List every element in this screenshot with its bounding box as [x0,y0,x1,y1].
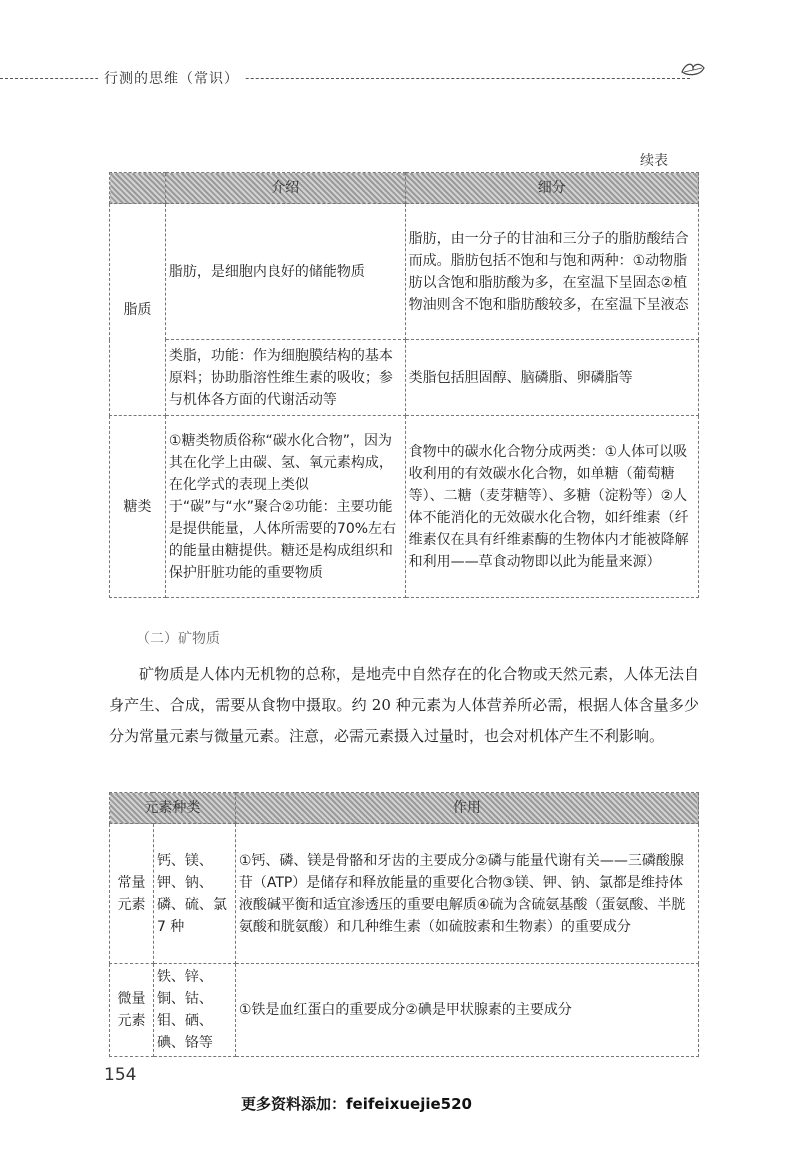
cell-fat-detail: 脂肪，由一分子的甘油和三分子的脂肪酸结合而成。脂肪包括不饱和与饱和两种：①动物脂肪以含饱和脂肪酸为多，在室温下呈固态②植物油则含不饱和脂肪酸较多，在室温下呈液态 [405,204,698,340]
minerals-table [109,792,699,1057]
body-paragraph: 矿物质是人体内无机物的总称，是地壳中自然存在的化合物或天然元素，人体无法自身产生、合成，需要从食物中摄取。约 20 种元素为人体营养所必需，根据人体含量多少分为常量元素与微量元素。注意，必需元素摄入过量时，也会对机体产生不利影响。 [109,665,699,745]
cell-lipoid-detail: 类脂包括胆固醇、脑磷脂、卵磷脂等 [405,340,698,416]
cell-trace-list: 铁、锌、铜、钴、钼、硒、碘、铬等 [153,964,235,1057]
nutrients-table [109,172,699,598]
table-row [110,416,699,598]
category-macro: 常量元素 [110,824,154,964]
footer-note: 更多资料添加：feifeixuejie520 [241,1095,472,1113]
cell-trace-effect: ①铁是血红蛋白的重要成分②碘是甲状腺素的主要成分 [235,964,698,1057]
table-header-row [110,173,699,204]
leaf-ornament-icon [680,60,706,78]
cell-macro-list: 钙、镁、钾、钠、磷、硫、氯 7 种 [153,824,235,964]
cell-sugar-detail: 食物中的碳水化合物分成两类：①人体可以吸收利用的有效碳水化合物，如单糖（葡萄糖等）、二糖（麦芽糖等）、多糖（淀粉等）②人体不能消化的无效碳水化合物，如纤维素（纤维素仅在具有纤维素酶的生物体内才能被降解和利用——草食动物即以此为能量来源） [405,416,698,598]
table-row [110,340,699,416]
cell-fat-intro: 脂肪，是细胞内良好的储能物质 [165,204,405,340]
table-row [110,824,699,964]
section-title: （二）矿物质 [136,631,220,647]
table-row [110,204,699,340]
header-detail: 细分 [405,173,698,204]
page-number: 154 [104,1065,137,1085]
header-element-type: 元素种类 [110,793,236,824]
cell-macro-effect: ①钙、磷、镁是骨骼和牙齿的主要成分②磷与能量代谢有关——三磷酸腺苷（ATP）是储存和释放能量的重要化合物③镁、钾、钠、氯都是维持体液酸碱平衡和适宜渗透压的重要电解质④硫为含硫氨基酸（蛋氨酸、半胱氨酸和胱氨酸）和几种维生素（如硫胺素和生物素）的重要成分 [235,824,698,964]
category-sugar: 糖类 [110,416,166,598]
category-trace: 微量元素 [110,964,154,1057]
table-header-row [110,793,699,824]
continued-label: 续表 [640,153,668,169]
header-effect: 作用 [235,793,698,824]
running-header: 行测的思维（常识） [98,68,245,88]
table-row [110,964,699,1057]
cell-lipoid-intro: 类脂，功能：作为细胞膜结构的基本原料；协助脂溶性维生素的吸收；参与机体各方面的代谢活动等 [165,340,405,416]
header-intro: 介绍 [165,173,405,204]
cell-sugar-intro: ①糖类物质俗称“碳水化合物”，因为其在化学上由碳、氢、氧元素构成，在化学式的表现上类似于“碳”与“水”聚合②功能：主要功能是提供能量，人体所需要的70%左右的能量由糖提供。糖还是构成组织和保护肝脏功能的重要物质 [165,416,405,598]
category-lipid: 脂质 [110,204,166,416]
